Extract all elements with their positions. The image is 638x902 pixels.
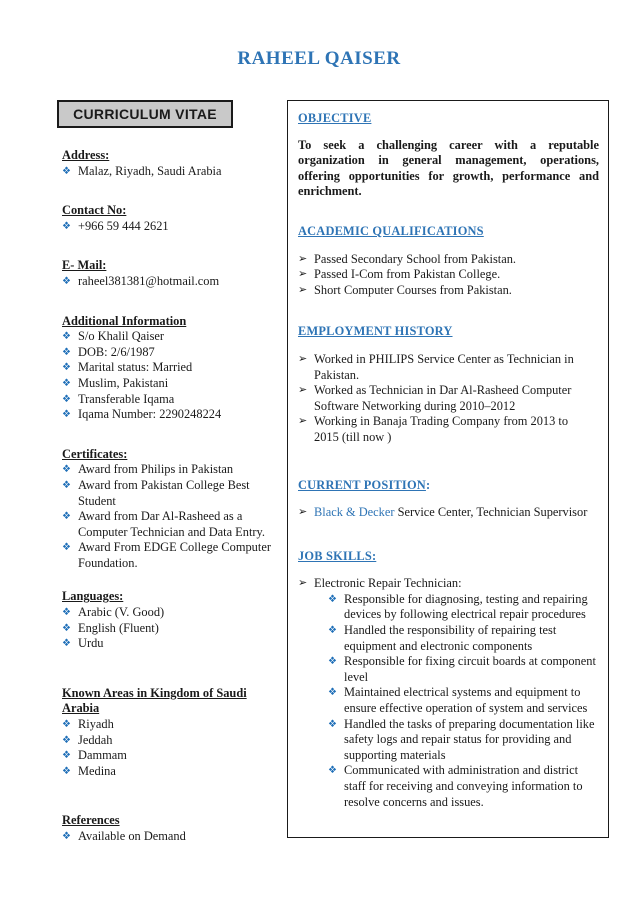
list-item: ❖ Muslim, Pakistani: [62, 376, 282, 392]
current-company: Black & Decker: [314, 505, 395, 520]
objective-text: To seek a challenging career with a reputable organization in general management, operations, offering opportunities for growth, performance and enrichment.: [298, 137, 599, 199]
email-item[interactable]: ❖ raheel381381@hotmail.com: [62, 274, 282, 290]
job-skills-main-item: [298, 576, 599, 810]
list-item: ❖ Marital status: Married: [62, 360, 282, 376]
list-item: ❖ Maintained electrical systems and equipment to ensure effective operation of system and services: [328, 685, 599, 716]
additional-info-section: [62, 314, 282, 423]
list-item: ➢ Worked as Technician in Dar Al-Rasheed Computer Software Networking during 2010–2012: [298, 383, 599, 414]
known-areas-heading: Known Areas in Kingdom of Saudi Arabia: [62, 685, 247, 716]
list-item: ❖ Responsible for diagnosing, testing and repairing devices by following electrical repair procedures: [328, 592, 599, 623]
academic-heading: ACADEMIC QUALIFICATIONS: [298, 223, 484, 238]
address-item: ❖ Malaz, Riyadh, Saudi Arabia: [62, 164, 282, 180]
current-position-detail: Service Center, Technician Supervisor: [394, 505, 588, 520]
list-item: ❖ Urdu: [62, 636, 282, 652]
address-heading: Address:: [62, 148, 110, 162]
list-item: ❖ DOB: 2/6/1987: [62, 345, 282, 361]
email-section: [62, 258, 282, 289]
references-heading: References: [62, 813, 120, 828]
additional-info-heading: Additional Information: [62, 313, 187, 328]
job-skills-main-label: Electronic Repair Technician:: [314, 576, 462, 591]
list-item: ❖ Award from Philips in Pakistan: [62, 462, 282, 478]
list-item: ➢ Short Computer Courses from Pakistan.: [298, 283, 599, 299]
employment-heading: EMPLOYMENT HISTORY: [298, 324, 453, 339]
list-item: ❖ Award From EDGE College Computer Foundation.: [62, 540, 282, 571]
current-position-label: CURRENT POSITION: [298, 477, 426, 492]
known-areas-section: [62, 686, 282, 780]
address-section: [62, 148, 282, 179]
list-item: ❖ Jeddah: [62, 733, 282, 749]
certificates-heading: Certificates:: [62, 446, 128, 461]
list-item: ❖ Responsible for fixing circuit boards at component level: [328, 654, 599, 685]
list-item: ❖ Award from Dar Al-Rasheed as a Computer Technician and Data Entry.: [62, 509, 274, 540]
list-item: ❖ Award from Pakistan College Best Student: [62, 478, 268, 509]
cv-title-box: CURRICULUM VITAE: [57, 100, 233, 128]
contact-section: [62, 203, 282, 234]
list-item: ❖ Arabic (V. Good): [62, 605, 282, 621]
list-item: ❖ Communicated with administration and district staff for receiving and conveying information to resolve concerns and issues.: [328, 763, 599, 810]
list-item: ➢ Passed I-Com from Pakistan College.: [298, 267, 599, 283]
list-item: ❖ Transferable Iqama: [62, 392, 282, 408]
current-position-item: [298, 505, 599, 521]
list-item: ❖ Handled the tasks of preparing documentation like safety logs and repair status for providing and supporting materials: [328, 717, 599, 764]
list-item: ➢ Working in Banaja Trading Company from 2013 to 2015 (till now ): [298, 414, 594, 445]
job-skills-heading: JOB SKILLS:: [298, 548, 377, 563]
certificates-section: [62, 447, 282, 572]
email-heading: E- Mail:: [62, 258, 107, 273]
list-item: ➢ Worked in PHILIPS Service Center as Technician in Pakistan.: [298, 352, 599, 383]
list-item: ❖ Riyadh: [62, 717, 282, 733]
list-item: ❖ Available on Demand: [62, 829, 282, 845]
languages-section: [62, 589, 282, 651]
list-item: ➢ Passed Secondary School from Pakistan.: [298, 252, 599, 268]
right-column-box: [287, 100, 609, 838]
contact-heading: Contact No:: [62, 203, 127, 218]
list-item: ❖ Dammam: [62, 748, 282, 764]
current-position-heading: [298, 478, 599, 494]
left-column: [62, 148, 282, 845]
list-item: ❖ Medina: [62, 764, 282, 780]
list-item: ❖ English (Fluent): [62, 621, 282, 637]
list-item: ❖ Iqama Number: 2290248224: [62, 407, 282, 423]
objective-heading: OBJECTIVE: [298, 111, 372, 125]
references-section: [62, 813, 282, 844]
resume-name: RAHEEL QAISER: [237, 48, 401, 69]
list-item: ❖ Handled the responsibility of repairing test equipment and electronic components: [328, 623, 576, 654]
contact-item: ❖ +966 59 444 2621: [62, 219, 282, 235]
languages-heading: Languages:: [62, 589, 124, 604]
current-position-colon: :: [425, 477, 431, 492]
list-item: ❖ S/o Khalil Qaiser: [62, 329, 282, 345]
